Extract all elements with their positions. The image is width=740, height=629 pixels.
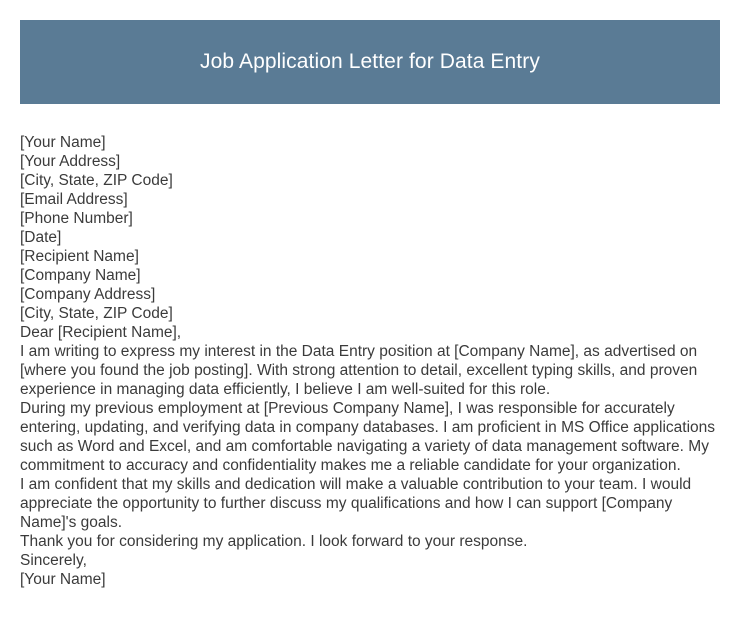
closing: Sincerely,: [20, 552, 87, 569]
paragraph-thanks: Thank you for considering my application. I look forward to your response.: [20, 533, 528, 550]
paragraph-confidence: I am confident that my skills and dedication will make a valuable contribution to your team. I would appreciate the opportunity to further discuss my qualifications and how I can support [Company Name]'s goals.: [20, 476, 692, 531]
sender-address: [Your Address]: [20, 153, 121, 170]
signature: [Your Name]: [20, 571, 106, 588]
recipient-city-state-zip: [City, State, ZIP Code]: [20, 305, 173, 322]
letter-body: [20, 133, 724, 589]
sender-city-state-zip: [City, State, ZIP Code]: [20, 172, 173, 189]
title-banner: [20, 20, 720, 104]
sender-name: [Your Name]: [20, 134, 106, 151]
recipient-company: [Company Name]: [20, 267, 141, 284]
sender-email: [Email Address]: [20, 191, 128, 208]
letter-date: [Date]: [20, 229, 62, 246]
page-title: Job Application Letter for Data Entry: [200, 50, 540, 73]
sender-phone: [Phone Number]: [20, 210, 133, 227]
paragraph-intro: I am writing to express my interest in the Data Entry position at [Company Name], as advertised on [where you found the job posting]. With strong attention to detail, excellent typing skills, and proven experience in managing data efficiently, I believe I am well-suited for this role.: [20, 343, 698, 398]
recipient-name: [Recipient Name]: [20, 248, 139, 265]
paragraph-experience: During my previous employment at [Previous Company Name], I was responsible for accurately entering, updating, and verifying data in company databases. I am proficient in MS Office applications such as Word and Excel, and am comfortable navigating a variety of data management software. My commitment to accuracy and confidentiality makes me a reliable candidate for your organization.: [20, 400, 716, 474]
salutation: Dear [Recipient Name],: [20, 324, 182, 341]
recipient-company-address: [Company Address]: [20, 286, 156, 303]
